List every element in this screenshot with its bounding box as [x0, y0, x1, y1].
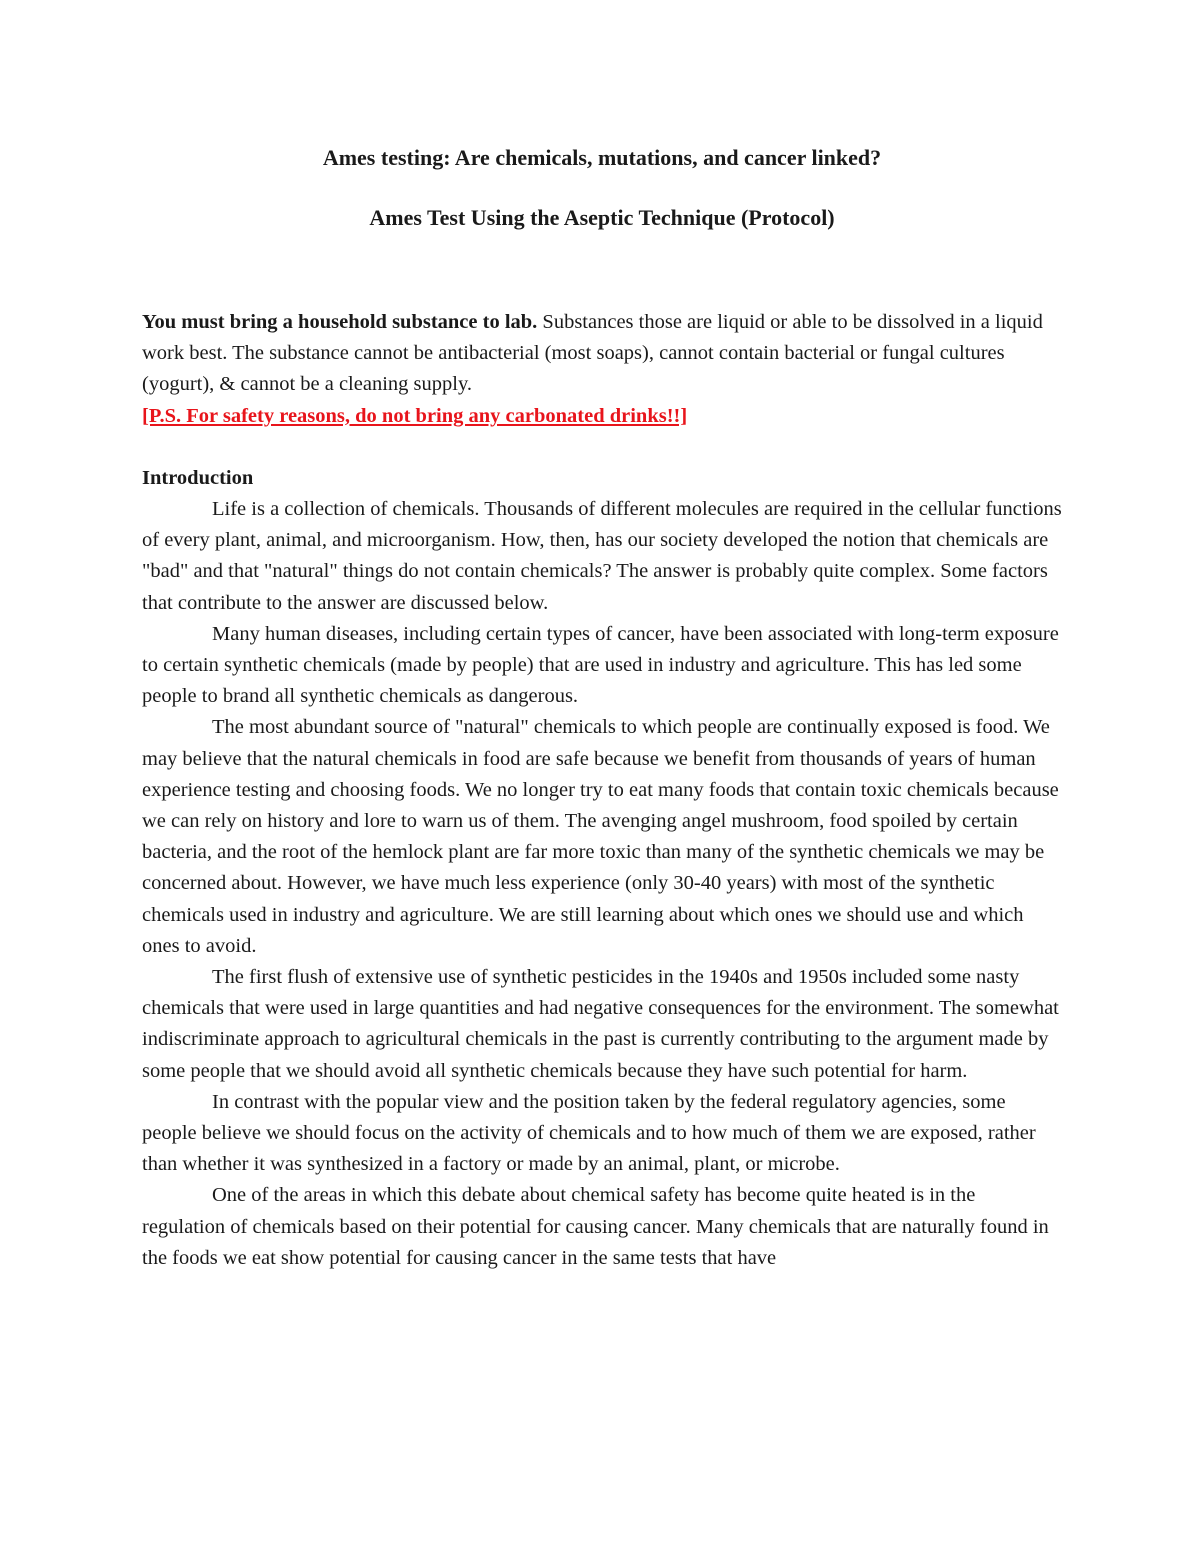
intro-paragraph: The first flush of extensive use of synthetic pesticides in the 1940s and 1950s included some nasty chemicals that were used in large quantities and had negative consequences for the environment. The somewhat indiscriminate approach to agricultural chemicals in the past is currently contributing to the argument made by some people that we should avoid all synthetic chemicals because they have such potential for harm.: [142, 966, 1059, 1082]
intro-paragraph: In contrast with the popular view and the position taken by the federal regulatory agencies, some people believe we should focus on the activity of chemicals and to how much of them we are exposed, rather than whether it was synthesized in a factory or made by an animal, plant, or microbe.: [142, 1090, 1036, 1176]
lab-notice: [142, 307, 1062, 432]
intro-paragraph: Many human diseases, including certain types of cancer, have been associated with long-term exposure to certain synthetic chemicals (made by people) that are used in industry and agriculture. This has led some people to brand all synthetic chemicals as dangerous.: [142, 622, 1059, 708]
intro-paragraph: One of the areas in which this debate about chemical safety has become quite heated is in the regulation of chemicals based on their potential for causing cancer. Many chemicals that are naturally found in the foods we eat show potential for causing cancer in the same tests that have: [142, 1184, 1049, 1269]
document-title: Ames testing: Are chemicals, mutations, and cancer linked?: [322, 145, 882, 170]
notice-bold-lead: You must bring a household substance to lab.: [142, 311, 538, 333]
safety-warning: [P.S. For safety reasons, do not bring any carbonated drinks!!]: [142, 404, 688, 427]
notice-text: Substances those are liquid or able to be dissolved in a liquid work best. The substance cannot be antibacterial (most soaps), cannot contain bacterial or fungal cultures (yogurt), & cannot be a cleaning supply.: [142, 311, 1043, 396]
document-page: [142, 142, 1062, 1274]
intro-paragraph: Life is a collection of chemicals. Thousands of different molecules are required in the cellular functions of every plant, animal, and microorganism. How, then, has our society developed the notion that chemicals are "bad" and that "natural" things do not contain chemicals? The answer is probably quite complex. Some factors that contribute to the answer are discussed below.: [142, 498, 1062, 614]
document-subtitle: Ames Test Using the Aseptic Technique (Protocol): [369, 205, 835, 230]
intro-paragraph: The most abundant source of "natural" chemicals to which people are continually exposed is food. We may believe that the natural chemicals in food are safe because we benefit from thousands of years of human experience testing and choosing foods. We no longer try to eat many foods that contain toxic chemicals because we can rely on history and lore to warn us of them. The avenging angel mushroom, food spoiled by certain bacteria, and the root of the hemlock plant are far more toxic than many of the synthetic chemicals we may be concerned about. However, we have much less experience (only 30-40 years) with most of the synthetic chemicals used in industry and agriculture. We are still learning about which ones we should use and which ones to avoid.: [142, 716, 1059, 957]
introduction-heading: Introduction: [142, 466, 254, 489]
